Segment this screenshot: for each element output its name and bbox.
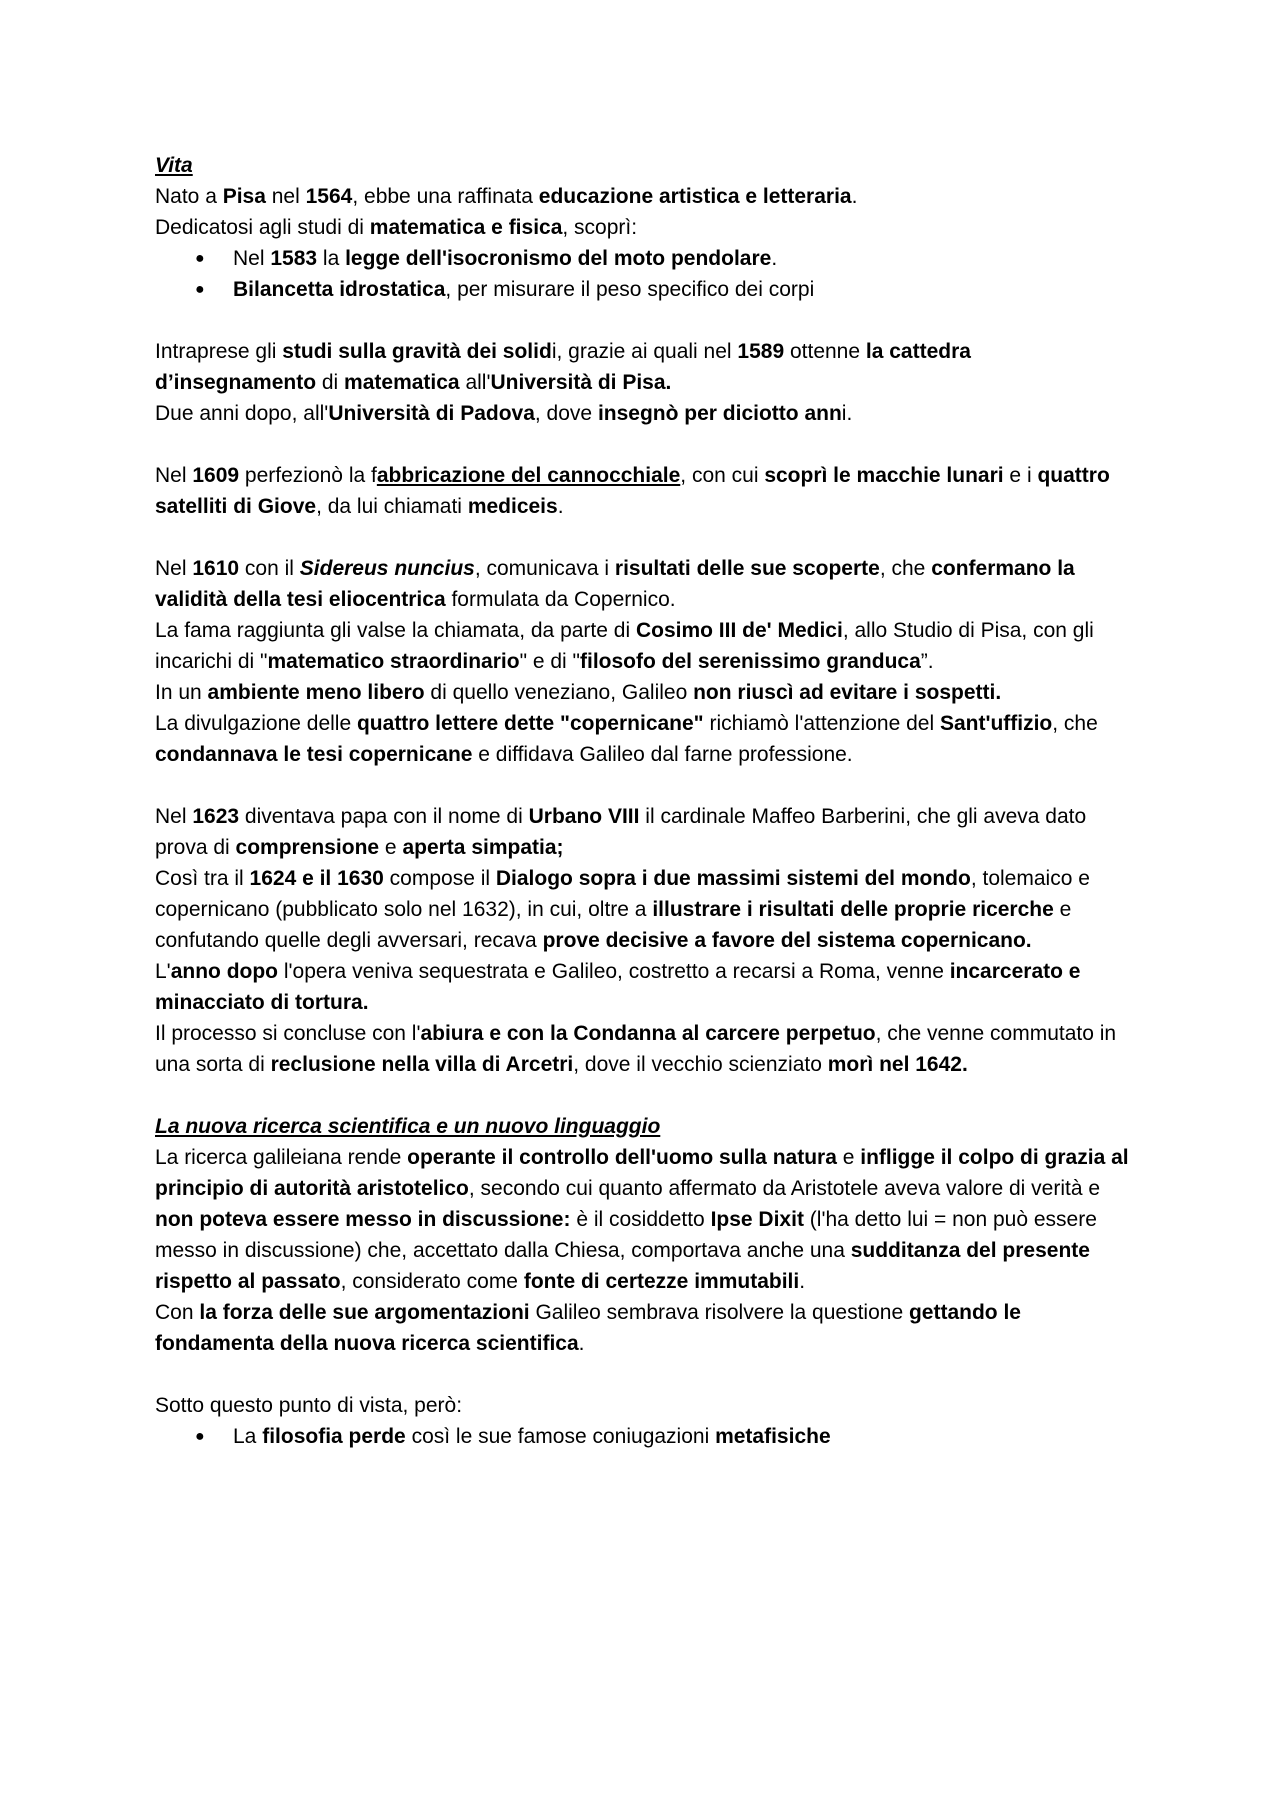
paragraph: Con la forza delle sue argomentazioni Galileo sembrava risolvere la questione gettando le fondamenta della nuova ricerca scientifica. [155, 1301, 1021, 1355]
paragraph: Due anni dopo, all'Università di Padova, dove insegnò per diciotto anni. [155, 402, 853, 425]
list-item: ● Bilancetta idrostatica, per misurare il peso specifico dei corpi [155, 274, 1135, 305]
paragraph: La ricerca galileiana rende operante il controllo dell'uomo sulla natura e infligge il colpo di grazia al principio di autorità aristotelico, secondo cui quanto affermato da Aristotele aveva valore di verità e non poteva essere messo in discussione: è il cosiddetto Ipse Dixit (l'ha detto lui = non può essere messo in discussione) che, accettato dalla Chiesa, comportava anche una sudditanza del presente rispetto al passato, considerato come fonte di certezze immutabili. [155, 1146, 1129, 1293]
bullet-list-philosophy [155, 1421, 1135, 1452]
paragraph: Dedicatosi agli studi di matematica e fisica, scoprì: [155, 216, 638, 239]
paragraph: La fama raggiunta gli valse la chiamata, da parte di Cosimo III de' Medici, allo Studio di Pisa, con gli incarichi di "matematico straordinario" e di "filosofo del serenissimo granduca”. [155, 619, 1094, 673]
paragraph: L'anno dopo l'opera veniva sequestrata e Galileo, costretto a recarsi a Roma, venne incarcerato e minacciato di tortura. [155, 960, 1081, 1014]
paragraph: Sotto questo punto di vista, però: [155, 1394, 463, 1417]
spacer [155, 305, 1135, 336]
bullet-icon: ● [195, 281, 205, 298]
paragraph: Intraprese gli studi sulla gravità dei solidi, grazie ai quali nel 1589 ottenne la cattedra d’insegnamento di matematica all'Università di Pisa. [155, 340, 971, 394]
document-page [155, 150, 1135, 1452]
section-heading-vita: Vita [155, 154, 193, 177]
list-item: ● Nel 1583 la legge dell'isocronismo del moto pendolare. [155, 243, 1135, 274]
spacer [155, 1080, 1135, 1111]
paragraph: In un ambiente meno libero di quello veneziano, Galileo non riuscì ad evitare i sospetti. [155, 681, 1002, 704]
paragraph: Nel 1623 diventava papa con il nome di Urbano VIII il cardinale Maffeo Barberini, che gli aveva dato prova di comprensione e aperta simpatia; [155, 805, 1087, 859]
spacer [155, 1359, 1135, 1390]
spacer [155, 429, 1135, 460]
section-heading-nuova-ricerca: La nuova ricerca scientifica e un nuovo linguaggio [155, 1115, 661, 1138]
spacer [155, 522, 1135, 553]
paragraph: Nato a Pisa nel 1564, ebbe una raffinata educazione artistica e letteraria. [155, 185, 858, 208]
bullet-list-discoveries [155, 243, 1135, 305]
bullet-icon: ● [195, 250, 205, 267]
spacer [155, 770, 1135, 801]
bullet-icon: ● [195, 1428, 205, 1445]
paragraph: La divulgazione delle quattro lettere dette "copernicane" richiamò l'attenzione del Sant'uffizio, che condannava le tesi copernicane e diffidava Galileo dal farne professione. [155, 712, 1098, 766]
list-item: ● La filosofia perde così le sue famose coniugazioni metafisiche [155, 1421, 1135, 1452]
paragraph: Nel 1609 perfezionò la fabbricazione del cannocchiale, con cui scoprì le macchie lunari e i quattro satelliti di Giove, da lui chiamati mediceis. [155, 464, 1110, 518]
paragraph: Il processo si concluse con l'abiura e con la Condanna al carcere perpetuo, che venne commutato in una sorta di reclusione nella villa di Arcetri, dove il vecchio scienziato morì nel 1642. [155, 1022, 1117, 1076]
paragraph: Nel 1610 con il Sidereus nuncius, comunicava i risultati delle sue scoperte, che confermano la validità della tesi eliocentrica formulata da Copernico. [155, 557, 1075, 611]
paragraph: Così tra il 1624 e il 1630 compose il Dialogo sopra i due massimi sistemi del mondo, tolemaico e copernicano (pubblicato solo nel 1632), in cui, oltre a illustrare i risultati delle proprie ricerche e confutando quelle degli avversari, recava prove decisive a favore del sistema copernicano. [155, 867, 1090, 952]
